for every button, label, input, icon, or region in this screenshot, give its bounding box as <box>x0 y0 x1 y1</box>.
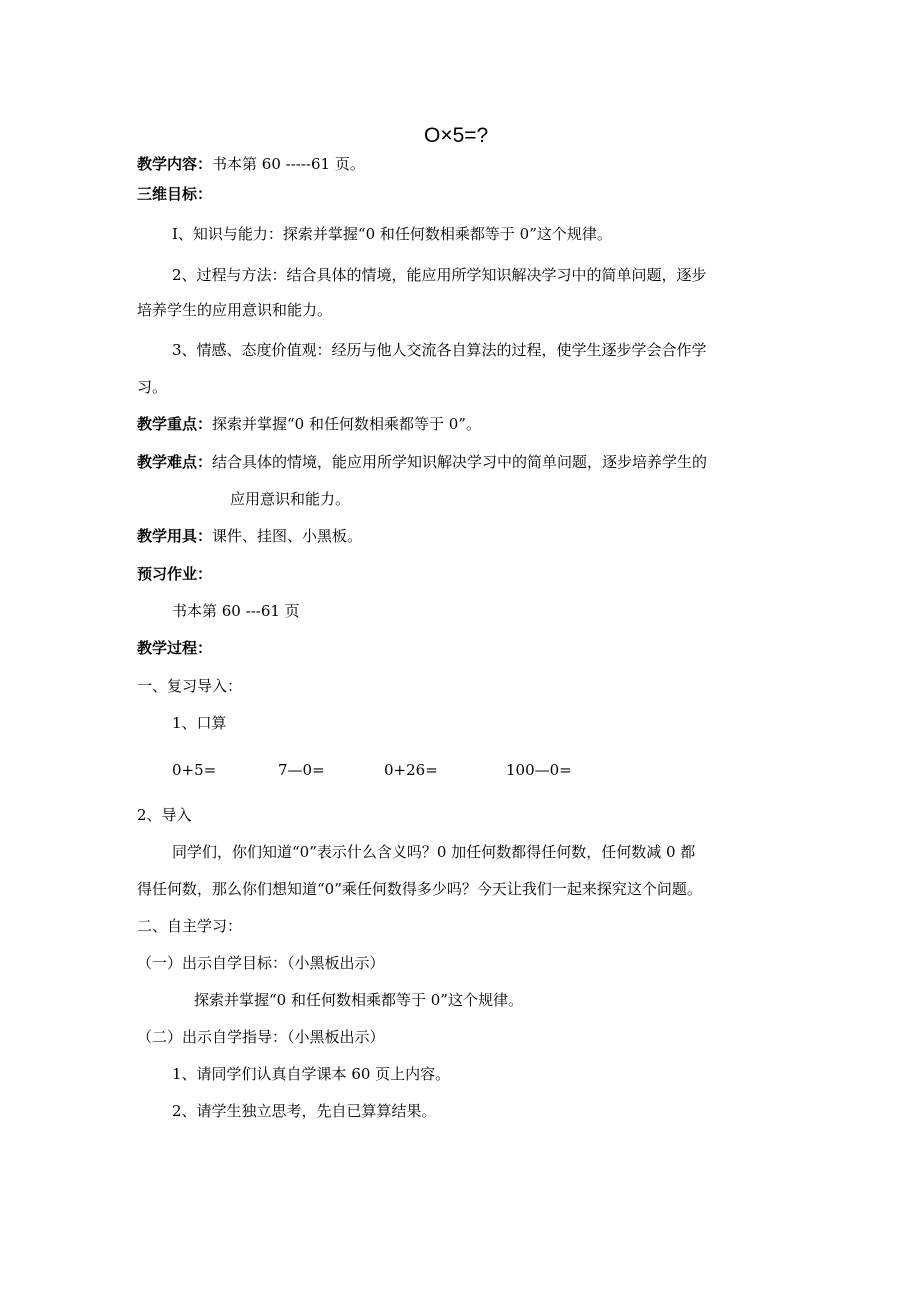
oral-problem-3: 0+26= <box>384 761 438 779</box>
content-label: 教学内容： <box>137 155 213 173</box>
difficulty-text-line2: 应用意识和能力。 <box>230 490 351 508</box>
goal-text: 探索并掌握“0 和任何数相乘都等于 0”这个规律。 <box>194 991 523 1009</box>
difficulty-text-line1: 结合具体的情境，能应用所学知识解决学习中的简单问题，逐步培养学生的 <box>212 453 708 471</box>
key-point-row <box>137 414 481 434</box>
process-heading: 教学过程： <box>137 639 213 657</box>
content-text: 书本第 60 -----61 页。 <box>212 155 365 173</box>
tools-text: 课件、挂图、小黑板。 <box>212 527 363 545</box>
objective-item-2-line2: 培养学生的应用意识和能力。 <box>137 301 333 319</box>
oral-problem-2: 7—0= <box>278 761 325 779</box>
objectives-heading: 三维目标： <box>137 185 213 203</box>
tools-row <box>137 526 362 546</box>
page-title: O×5=? <box>424 124 489 147</box>
difficulty-row <box>137 452 707 472</box>
guide-item-1: 1、请同学们认真自学课本 60 页上内容。 <box>172 1065 451 1083</box>
content-row <box>137 154 365 174</box>
oral-problem-1: 0+5= <box>172 761 217 779</box>
preview-text: 书本第 60 ---61 页 <box>172 602 300 620</box>
intro-text-line2: 得任何数，那么你们想知道“0”乘任何数得多少吗？今天让我们一起来探究这个问题。 <box>137 880 702 898</box>
guide-item-2: 2、请学生独立思考，先自已算算结果。 <box>172 1102 437 1120</box>
difficulty-label: 教学难点： <box>137 453 213 471</box>
oral-calc-heading: 1、口算 <box>172 714 227 732</box>
intro-text-line1: 同学们，你们知道“0”表示什么含义吗？0 加任何数都得任何数，任何数减 0 都 <box>172 843 696 861</box>
guide-heading: （二）出示自学指导：（小黑板出示） <box>137 1028 385 1046</box>
key-point-label: 教学重点： <box>137 415 213 433</box>
part1-heading: 一、复习导入： <box>137 677 243 695</box>
oral-problem-4: 100—0= <box>506 761 572 779</box>
objective-item-3-line1: 3、情感、态度价值观：经历与他人交流各自算法的过程，使学生逐步学会合作学 <box>172 341 707 359</box>
objective-item-2-line1: 2、过程与方法：结合具体的情境，能应用所学知识解决学习中的简单问题，逐步 <box>172 266 707 284</box>
preview-heading: 预习作业： <box>137 565 213 583</box>
part2-heading: 二、自主学习： <box>137 917 243 935</box>
objective-item-1: I、知识与能力：探索并掌握“0 和任何数相乘都等于 0”这个规律。 <box>172 225 612 243</box>
objective-item-3-line2: 习。 <box>137 378 168 396</box>
goal-heading: （一）出示自学目标：（小黑板出示） <box>137 954 385 972</box>
intro-heading: 2、导入 <box>137 806 192 824</box>
tools-label: 教学用具： <box>137 527 213 545</box>
key-point-text: 探索并掌握“0 和任何数相乘都等于 0”。 <box>212 415 481 433</box>
